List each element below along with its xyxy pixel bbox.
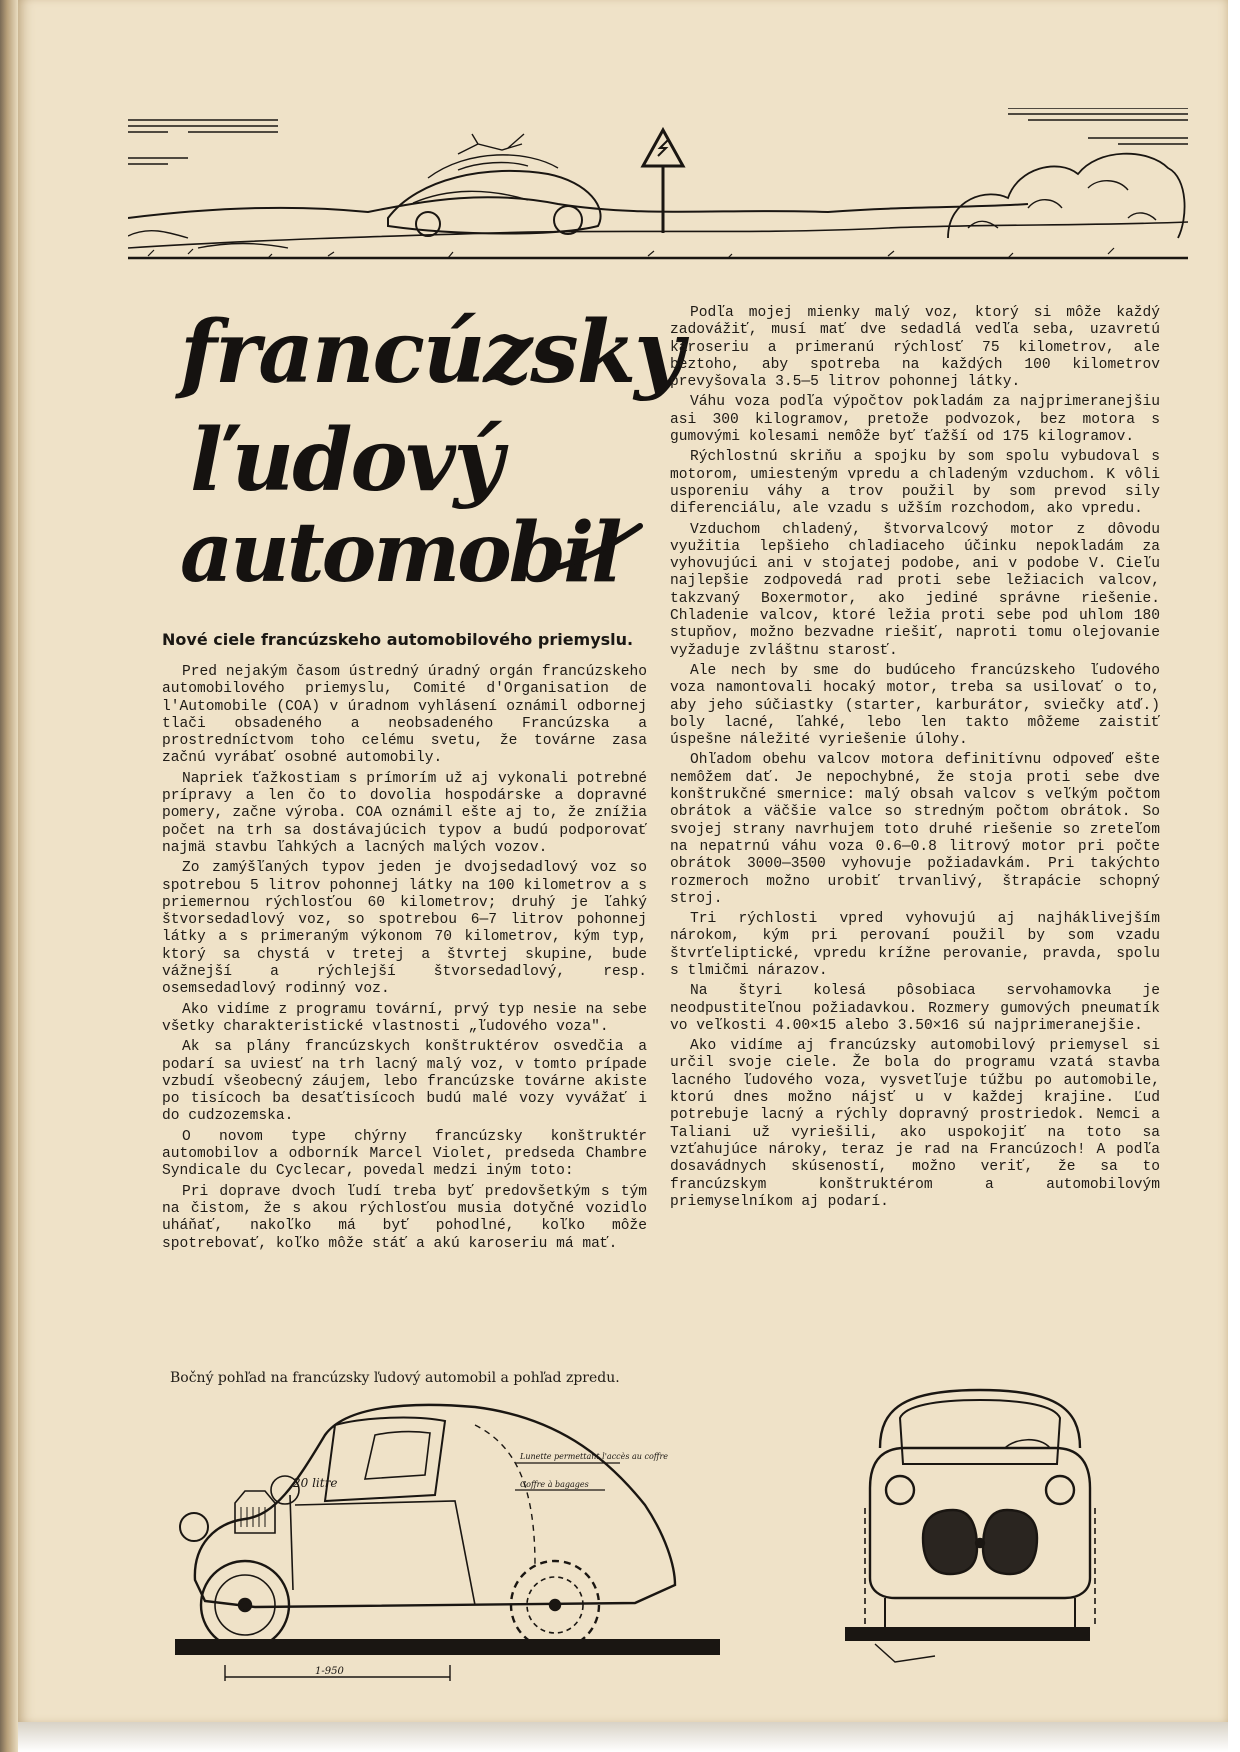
- dimension-label: 1-950: [315, 1666, 344, 1677]
- paragraph: Podľa mojej mienky malý voz, ktorý si môže každý zadovážiť, musí mať dve sedadlá vedľa seba, uzavretú karoseriu a primeranú rýchlosť 75 kilometrov, ale beztoho, aby spotreba na každých 100 kilometrov prevyšovala 3.5—5 litrov pohonnej látky.: [670, 305, 1160, 391]
- paragraph: Zo zamýšľaných typov jeden je dvojsedadlový voz so spotrebou 5 litrov pohonnej látky na 100 kilometrov a s priemernou rýchlosťou 60 kilometrov; druhý je ľahký štvorsedadlový voz, so spotrebou 6—7 litrov pohonnej látky a s primeraným výkonom 70 kilometrov, kým typ, ktorý sa chystá v tretej a štvrtej skupine, bude vážnejší a rýchlejší štvorsedadlový, resp. osemsedadlový rodinný voz.: [162, 860, 647, 998]
- paragraph: Tri rýchlosti vpred vyhovujú aj najháklivejším nárokom, kým pri perovaní použil by som vzadu štvrťeliptické, vpredu krížne perovanie, pravda, spolu s tlmičmi nárazov.: [670, 911, 1160, 979]
- headline-line-2: ľudový: [190, 410, 502, 511]
- paragraph: Vzduchom chladený, štvorvalcový motor z dôvodu využitia lepšieho chladiaceho účinku nepokladám za vyhovujúci ani v stojatej podobe, ani v podobe V. Cieľu najlepšie zodpovedá rad proti sebe ležiacich valcov, takzvaný Boxermotor, ako jediné správne riešenie. Chladenie valcov, ktoré ležia proti sebe pod uhlom 180 stupňov, možno bezvadne riešiť, naproti tomu olejovanie vyžaduje zvláštnu starosť.: [670, 521, 1160, 659]
- headline-line-3: automobil: [180, 505, 620, 601]
- figure-caption: Bočný pohľad na francúzsky ľudový automobil a pohľad zpredu.: [170, 1370, 620, 1386]
- car-front-view-drawing: [845, 1378, 1115, 1678]
- lid-label: Lunette permettant l'accès au coffre: [520, 1452, 669, 1461]
- paragraph: Rýchlostnú skriňu a spojku by som spolu vybudoval s motorom, umiesteným vpredu a chladeným vzduchom. K vôli usporeniu váhy a trov použil by som prevod sily diferenciálu, ale vzadu s užším rozchodom, ako vpredu.: [670, 449, 1160, 518]
- article-headline: [170, 300, 683, 615]
- car-side-view-drawing: [175, 1395, 720, 1695]
- paragraph: Váhu voza podľa výpočtov pokladám za najprimeranejšiu asi 300 kilogramov, pretože podvozok, bez motora s gumovými kolesami nemôže byť ťažší od 175 kilogramov.: [670, 394, 1160, 446]
- paragraph: Ako vidíme aj francúzsky automobilový priemysel si určil svoje ciele. Že bola do programu vzatá stavba lacného ľudového voza, vysvetľuje túžbu po automobile, ktorú dnes možno nájsť u v každej krajine. Ľud potrebuje lacný a rýchly dopravný prostriedok. Nemci a Taliani už vyriešili, ako uspokojiť na toto sa vzťahujúce nároky, teraz je rad na Francúzoch! A podľa dosavádnych skúseností, možno veriť, že sa to francúzskym konštruktérom a automobilovým priemyselníkom aj podarí.: [670, 1038, 1160, 1210]
- paragraph: Pred nejakým časom ústredný úradný orgán francúzskeho automobilového priemyslu, Comité d'Organisation de l'Automobile (COA) v úradnom vyhlásení oznámil odbornej tlači obsadeného a neobsadeného Francúzska a prostredníctvom toho celému svetu, že továrne zasa začnú vyrábať osobné automobily.: [162, 664, 647, 767]
- right-column: [670, 305, 1160, 1214]
- paragraph: Ale nech by sme do budúceho francúzskeho ľudového voza namontovali hocaký motor, treba sa usilovať o to, aby jeho súčiastky (starter, karburátor, sviečky atď.) boly lacné, ľahké, lebo len takto môžeme zaistiť úspešne náležité vyriešenie úlohy.: [670, 662, 1160, 749]
- paragraph: Ohľadom obehu valcov motora definitívnu odpoveď ešte nemôžem dať. Je nepochybné, že stoja proti sebe dve konštrukčné smernice: malý obsah valcov s veľkým počtom obrátok a väčšie valce so stredným počtom obrátok. So svojej strany navrhujem toto druhé riešenie so zreteľom na nepatrnú váhu voza 0.6—0.8 litrový motor pri počte obrátok 3000—3500 vyhovuje požiadavkám. Pri takýchto rozmeroch možno urobiť trvanlivý, štrapácie schopný stroj.: [670, 752, 1160, 907]
- left-column: [162, 664, 647, 1256]
- trunk-label: Coffre à bagages: [520, 1480, 589, 1489]
- article-subheading: Nové ciele francúzskeho automobilového priemyslu.: [162, 630, 634, 649]
- paragraph: Ako vidíme z programu tovární, prvý typ nesie na sebe všetky charakteristické vlastnosti „ľudového voza".: [162, 1001, 647, 1035]
- page-bottom-shadow: [18, 1722, 1228, 1752]
- paragraph: Ak sa plány francúzskych konštruktérov osvedčia a podarí sa uviesť na trh lacný malý voz, v tomto prípade vzbudí všeobecný záujem, lebo francúzske továrne akiste po tisícoch ba desaťtisícoch budú malé vozy vyvážať i do cudzozemska.: [162, 1039, 647, 1125]
- book-spine-edge: [0, 0, 18, 1752]
- paragraph: Pri doprave dvoch ľudí treba byť predovšetkým s tým na čistom, že s akou rýchlosťou musia dotyčné vozidlo uháňať, nakoľko má byť pohodlné, koľko môže spotrebovať, koľko môže stáť a akú karoseriu má mať.: [162, 1183, 647, 1252]
- paragraph: Na štyri kolesá pôsobiaca servohamovka je neodpustiteľnou požiadavkou. Rozmery gumových pneumatík vo veľkosti 4.00×15 alebo 3.50×16 sú najprimeranejšie.: [670, 983, 1160, 1034]
- landscape-illustration: [128, 108, 1188, 288]
- paragraph: O novom type chýrny francúzsky konštruktér automobilov a odborník Marcel Violet, predseda Chambre Syndicale du Cyclecar, povedal medzi iným toto:: [162, 1128, 647, 1180]
- tank-label: 20 litre: [293, 1476, 338, 1490]
- headline-line-1: francúzsky: [180, 302, 683, 403]
- paragraph: Napriek ťažkostiam s prímorím už aj vykonali potrebné prípravy a len čo to dovolia hospodárske a dopravné pomery, začne výroba. COA oznámil ešte aj to, že znížia počet na trh sa dostávajúcich typov a budú podporovať najmä stavbu ľahkých a lacných malých vozov.: [162, 770, 647, 856]
- headline-swoosh: [170, 300, 650, 615]
